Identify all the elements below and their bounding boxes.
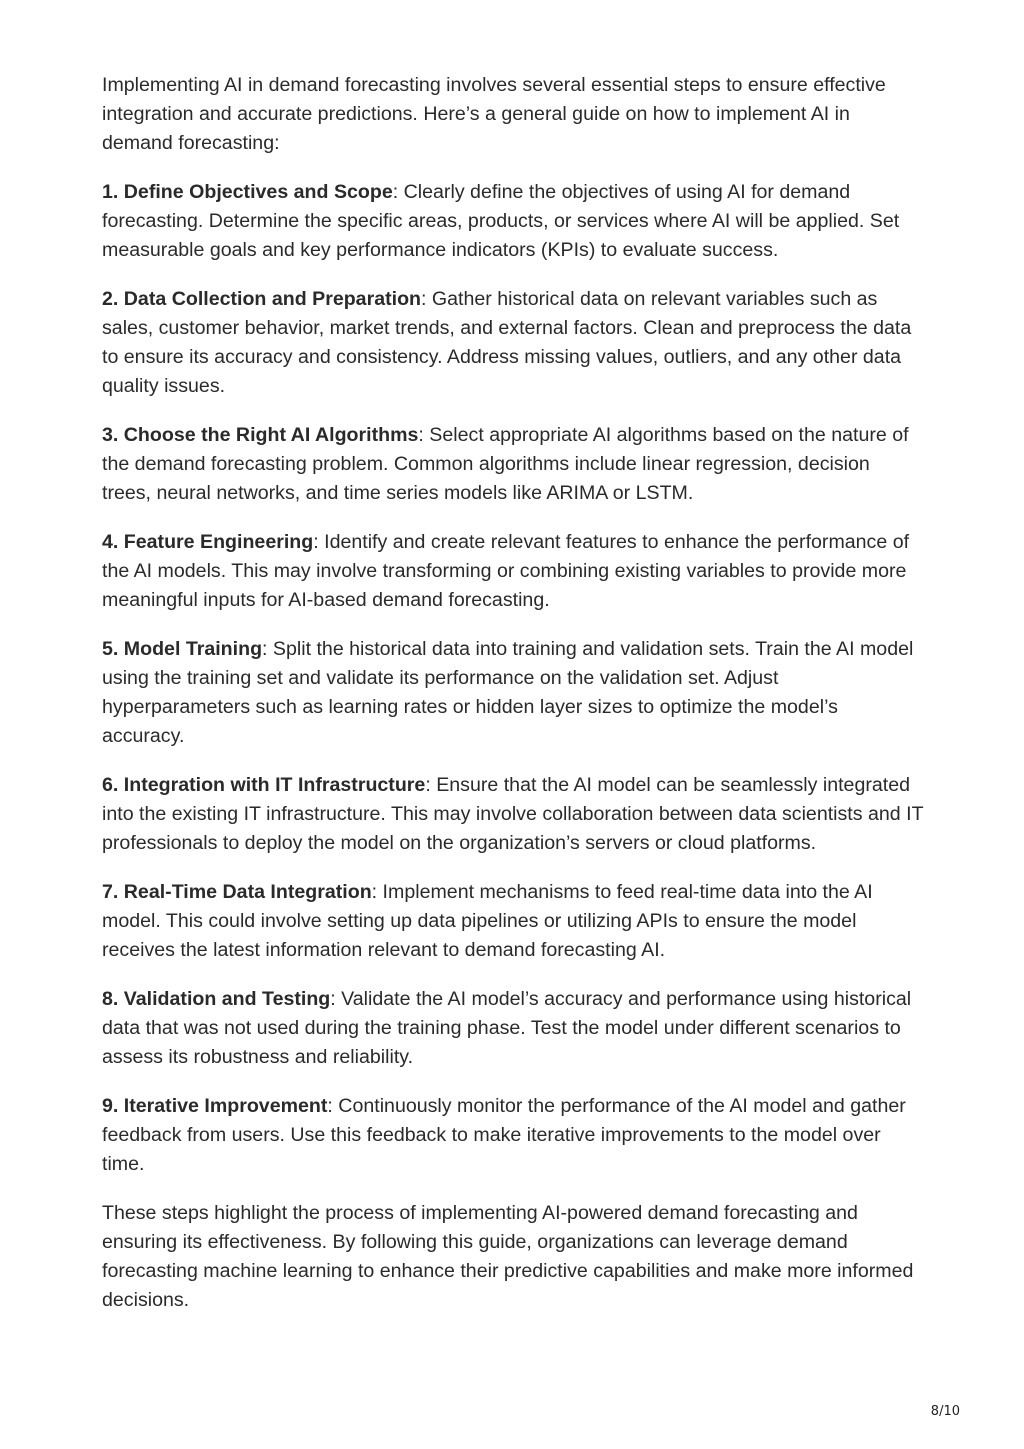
step-4-title: 4. Feature Engineering	[102, 531, 314, 553]
document-body	[102, 71, 924, 1335]
step-2-title: 2. Data Collection and Preparation	[102, 288, 422, 310]
step-9-title: 9. Iterative Improvement	[102, 1095, 328, 1117]
step-1-text: : Clearly define the objectives of using AI for demand forecasting. Determine the specific areas, products, or services where AI will be applied. Set measurable goals and key performance indicators (KPIs) to evaluate success.	[102, 181, 900, 261]
step-1-paragraph	[102, 178, 924, 265]
step-7-paragraph	[102, 878, 924, 965]
step-2-text: : Gather historical data on relevant variables such as sales, customer behavior, market trends, and external factors. Clean and preprocess the data to ensure its accuracy and consistency. Address missing values, outliers, and any other data quality issues.	[102, 288, 912, 397]
step-5-title: 5. Model Training	[102, 638, 263, 660]
conclusion-paragraph: These steps highlight the process of implementing AI-powered demand forecasting and ensuring its effectiveness. By following this guide, organizations can leverage demand forecasting machine learning to enhance their predictive capabilities and make more informed decisions.	[102, 1202, 914, 1311]
step-9-text: : Continuously monitor the performance of the AI model and gather feedback from users. Use this feedback to make iterative improvements to the model over time.	[102, 1095, 906, 1175]
step-3-text: : Select appropriate AI algorithms based on the nature of the demand forecasting problem. Common algorithms include linear regression, decision trees, neural networks, and time series models like ARIMA or LSTM.	[102, 424, 909, 504]
step-4-text: : Identify and create relevant features to enhance the performance of the AI models. This may involve transforming or combining existing variables to provide more meaningful inputs for AI-based demand forecasting.	[102, 531, 910, 611]
step-8-paragraph	[102, 985, 924, 1072]
step-3-paragraph	[102, 421, 924, 508]
step-7-title: 7. Real-Time Data Integration	[102, 881, 372, 903]
step-5-text: : Split the historical data into training and validation sets. Train the AI model using the training set and validate its performance on the validation set. Adjust hyperparameters such as learning rates or hidden layer sizes to optimize the model’s accuracy.	[102, 638, 914, 747]
step-4-paragraph	[102, 528, 924, 615]
step-1-title: 1. Define Objectives and Scope	[102, 181, 393, 203]
intro-paragraph: Implementing AI in demand forecasting involves several essential steps to ensure effective integration and accurate predictions. Here’s a general guide on how to implement AI in demand forecasting:	[102, 74, 886, 154]
page-number: 8/10	[930, 1404, 960, 1419]
step-6-title: 6. Integration with IT Infrastructure	[102, 774, 426, 796]
step-3-title: 3. Choose the Right AI Algorithms	[102, 424, 419, 446]
step-8-text: : Validate the AI model’s accuracy and performance using historical data that was not used during the training phase. Test the model under different scenarios to assess its robustness and reliability.	[102, 988, 912, 1068]
step-5-paragraph	[102, 635, 924, 751]
step-2-paragraph	[102, 285, 924, 401]
step-8-title: 8. Validation and Testing	[102, 988, 331, 1010]
step-9-paragraph	[102, 1092, 924, 1179]
step-7-text: : Implement mechanisms to feed real-time data into the AI model. This could involve setting up data pipelines or utilizing APIs to ensure the model receives the latest information relevant to demand forecasting AI.	[102, 881, 873, 961]
step-6-paragraph	[102, 771, 924, 858]
step-6-text: : Ensure that the AI model can be seamlessly integrated into the existing IT infrastructure. This may involve collaboration between data scientists and IT professionals to deploy the model on the organization’s servers or cloud platforms.	[102, 774, 924, 854]
